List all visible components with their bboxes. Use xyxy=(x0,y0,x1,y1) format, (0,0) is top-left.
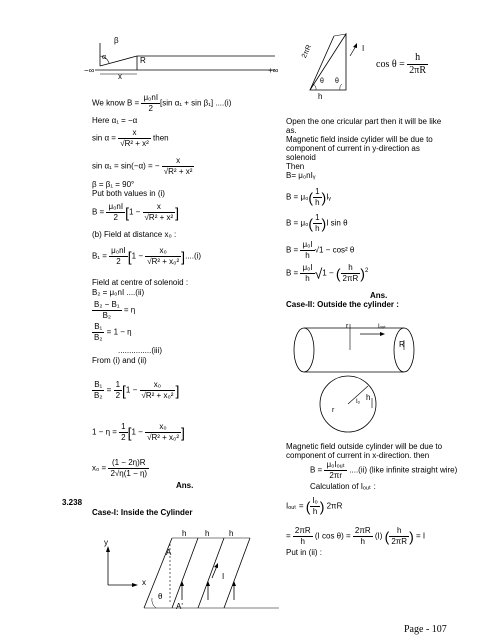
eq-b-isin: B = μ₀( $\frac{1}{h}$ )I sin θ xyxy=(286,213,348,233)
text-mag-outside: Magnetic field outside cylinder will be due to xyxy=(286,442,443,451)
eq-b-final: B = $\frac{\text{μ₀I}}{h}$ √1 − ( $\frac{h}{2\pi R}$ )$^2$ xyxy=(286,263,369,283)
fig3-x: x xyxy=(142,578,146,587)
text-from-i-ii: From (i) and (ii) xyxy=(92,356,147,365)
eq-b1: B₁ = $\frac{\text{μ₀nI}}{2}$ [1 − $\frac{\text{x₀}}{\text{√R² + x₀²}}$ ]....(i) xyxy=(92,246,202,266)
text-field-centre: Field at centre of solenoid : xyxy=(92,278,189,287)
page-number: Page - 107 xyxy=(404,624,447,635)
eq-b-iy: B = μ₀( $\frac{1}{h}$ )Iᵧ xyxy=(286,187,331,207)
text-solenoid: solenoid xyxy=(286,153,316,162)
fig2-h: h xyxy=(318,92,323,101)
fig2-twopiR: 2πR xyxy=(300,43,314,60)
fig3-h3: h xyxy=(229,529,234,538)
eq-sin-alpha: sin α = $\frac{x}{\text{√R² + x²}}$ then xyxy=(92,128,169,148)
fig3-A: A xyxy=(166,548,172,557)
fig4-R: R xyxy=(399,340,405,349)
eq-b-result: B = $\frac{\text{μ₀nI}}{2}$ [1 − $\frac{x}{\text{√R² + x²}}$ ] xyxy=(92,202,180,222)
fig1-R: R xyxy=(140,56,146,65)
eq-x0: x₀ = $\frac{(1 - 2\eta)R}{2√\eta(1 - \eta)}$ xyxy=(92,458,148,478)
text-as: as. xyxy=(286,126,297,135)
case-1-heading: Case-I: Inside the Cylinder xyxy=(92,508,193,517)
eq-b-mu-n-iy: B= μ₀nIᵧ xyxy=(286,171,316,180)
eq-b-outside: B = $\frac{\text{μ₀Iₒᵤₜ}}{2\pi r}$ ....(ii) (like infinite straight wire) xyxy=(310,460,458,480)
fig1-plus-inf: +∞ xyxy=(268,66,279,75)
text-component-x: component of current in x-direction. then xyxy=(286,451,430,460)
fig3-theta: θ xyxy=(158,592,163,601)
eq-b-sqrt: B = $\frac{\text{μ₀I}}{h}$ √1 − cos² θ xyxy=(286,240,355,260)
fig5-r: r xyxy=(332,407,335,414)
cylinder-outside-figure xyxy=(290,318,430,378)
eq-cos-theta: cos θ = $\frac{h}{2\pi R}$ xyxy=(376,52,426,76)
fig3-A-prime: A' xyxy=(176,602,183,611)
fig1-beta: β xyxy=(114,36,119,45)
cylinder-inside-figure xyxy=(104,530,284,610)
text-open-circular: Open the one cricular part then it will be like xyxy=(286,117,442,126)
text-mag-inside: Magnetic field inside cylider will be due to xyxy=(286,135,433,144)
fig5-I: Iₒ xyxy=(356,399,360,405)
fig3-y: y xyxy=(104,538,108,547)
text-field-distance: (b) Field at distance x₀ : xyxy=(92,230,177,239)
fig2-theta1: θ xyxy=(320,78,324,85)
eq-tag-iii: ...............(iii) xyxy=(118,346,162,355)
eq-iout: Iₒᵤₜ = ( $\frac{\text{Iₒ}}{h}$ ) 2πR xyxy=(286,496,343,516)
text-component-y: component of current in y-direction as xyxy=(286,144,420,153)
text-put-values: Put both values in (i) xyxy=(92,189,165,198)
text-then: Then xyxy=(286,162,305,171)
eq-know-b: We know B = $\frac{\text{μ₀nI}}{2}$ [sin α₁ + sin β₁] ....(i) xyxy=(92,93,232,113)
fig5-h: h xyxy=(366,393,371,402)
answer-label-2: Ans. xyxy=(370,291,388,300)
fig2-I: I xyxy=(362,44,365,53)
fig2-theta2: θ xyxy=(335,78,339,85)
eq-eta: $\frac{\text{B₂ − B₁}}{\text{B₂}}$ = η xyxy=(94,300,136,320)
eq-b1-over-b2: $\frac{\text{B₁}}{\text{B₂}}$ = $\frac{1}{2}$ [1 − $\frac{\text{x₀}}{\text{√R² + x₀²}}$ ] xyxy=(94,380,180,400)
case-2-heading: Case-II: Outside the cylinder : xyxy=(286,300,399,309)
problem-number: 3.238 xyxy=(62,498,83,507)
text-calc-iout: Calculation of Iₒᵤₜ : xyxy=(310,482,376,491)
fig3-h1: h xyxy=(182,529,187,538)
eq-beta: β = β₁ = 90° xyxy=(92,180,135,189)
eq-sin-alpha1: sin α₁ = sin(−α) = − $\frac{x}{\text{√R² + x²}}$ xyxy=(92,156,193,176)
fig3-h2: h xyxy=(205,529,210,538)
eq-1-eta-half: 1 − η = $\frac{1}{2}$ [1 − $\frac{\text{x₀}}{\text{√R² + x₀²}}$ ] xyxy=(92,422,185,442)
eq-iout-result: = $\frac{2\pi R}{h}$ (I cos θ) = $\frac{2\pi R}{h}$ (I) ( $\frac{h}{2\pi R}$ ) = I xyxy=(286,526,426,546)
fig4-Iout: Iₒᵤₜ xyxy=(378,324,386,330)
fig1-alpha: α xyxy=(102,54,107,61)
eq-b2: B₂ = μ₀nI ....(ii) xyxy=(92,288,145,297)
fig1-minus-inf: −∞ xyxy=(84,66,95,75)
text-put-in-ii: Put in (ii) : xyxy=(286,548,323,557)
unrolled-cylinder-figure xyxy=(298,30,378,100)
eq-one-minus-eta: $\frac{\text{B₁}}{\text{B₂}}$ = 1 − η xyxy=(94,322,132,342)
fig1-x: x xyxy=(118,72,122,81)
fig4-r: r xyxy=(346,323,349,330)
fig3-I: I xyxy=(222,572,225,581)
circle-cross-section-figure xyxy=(310,370,390,440)
eq-here-alpha: Here α₁ = −α xyxy=(92,116,138,125)
answer-label-1: Ans. xyxy=(176,481,194,490)
